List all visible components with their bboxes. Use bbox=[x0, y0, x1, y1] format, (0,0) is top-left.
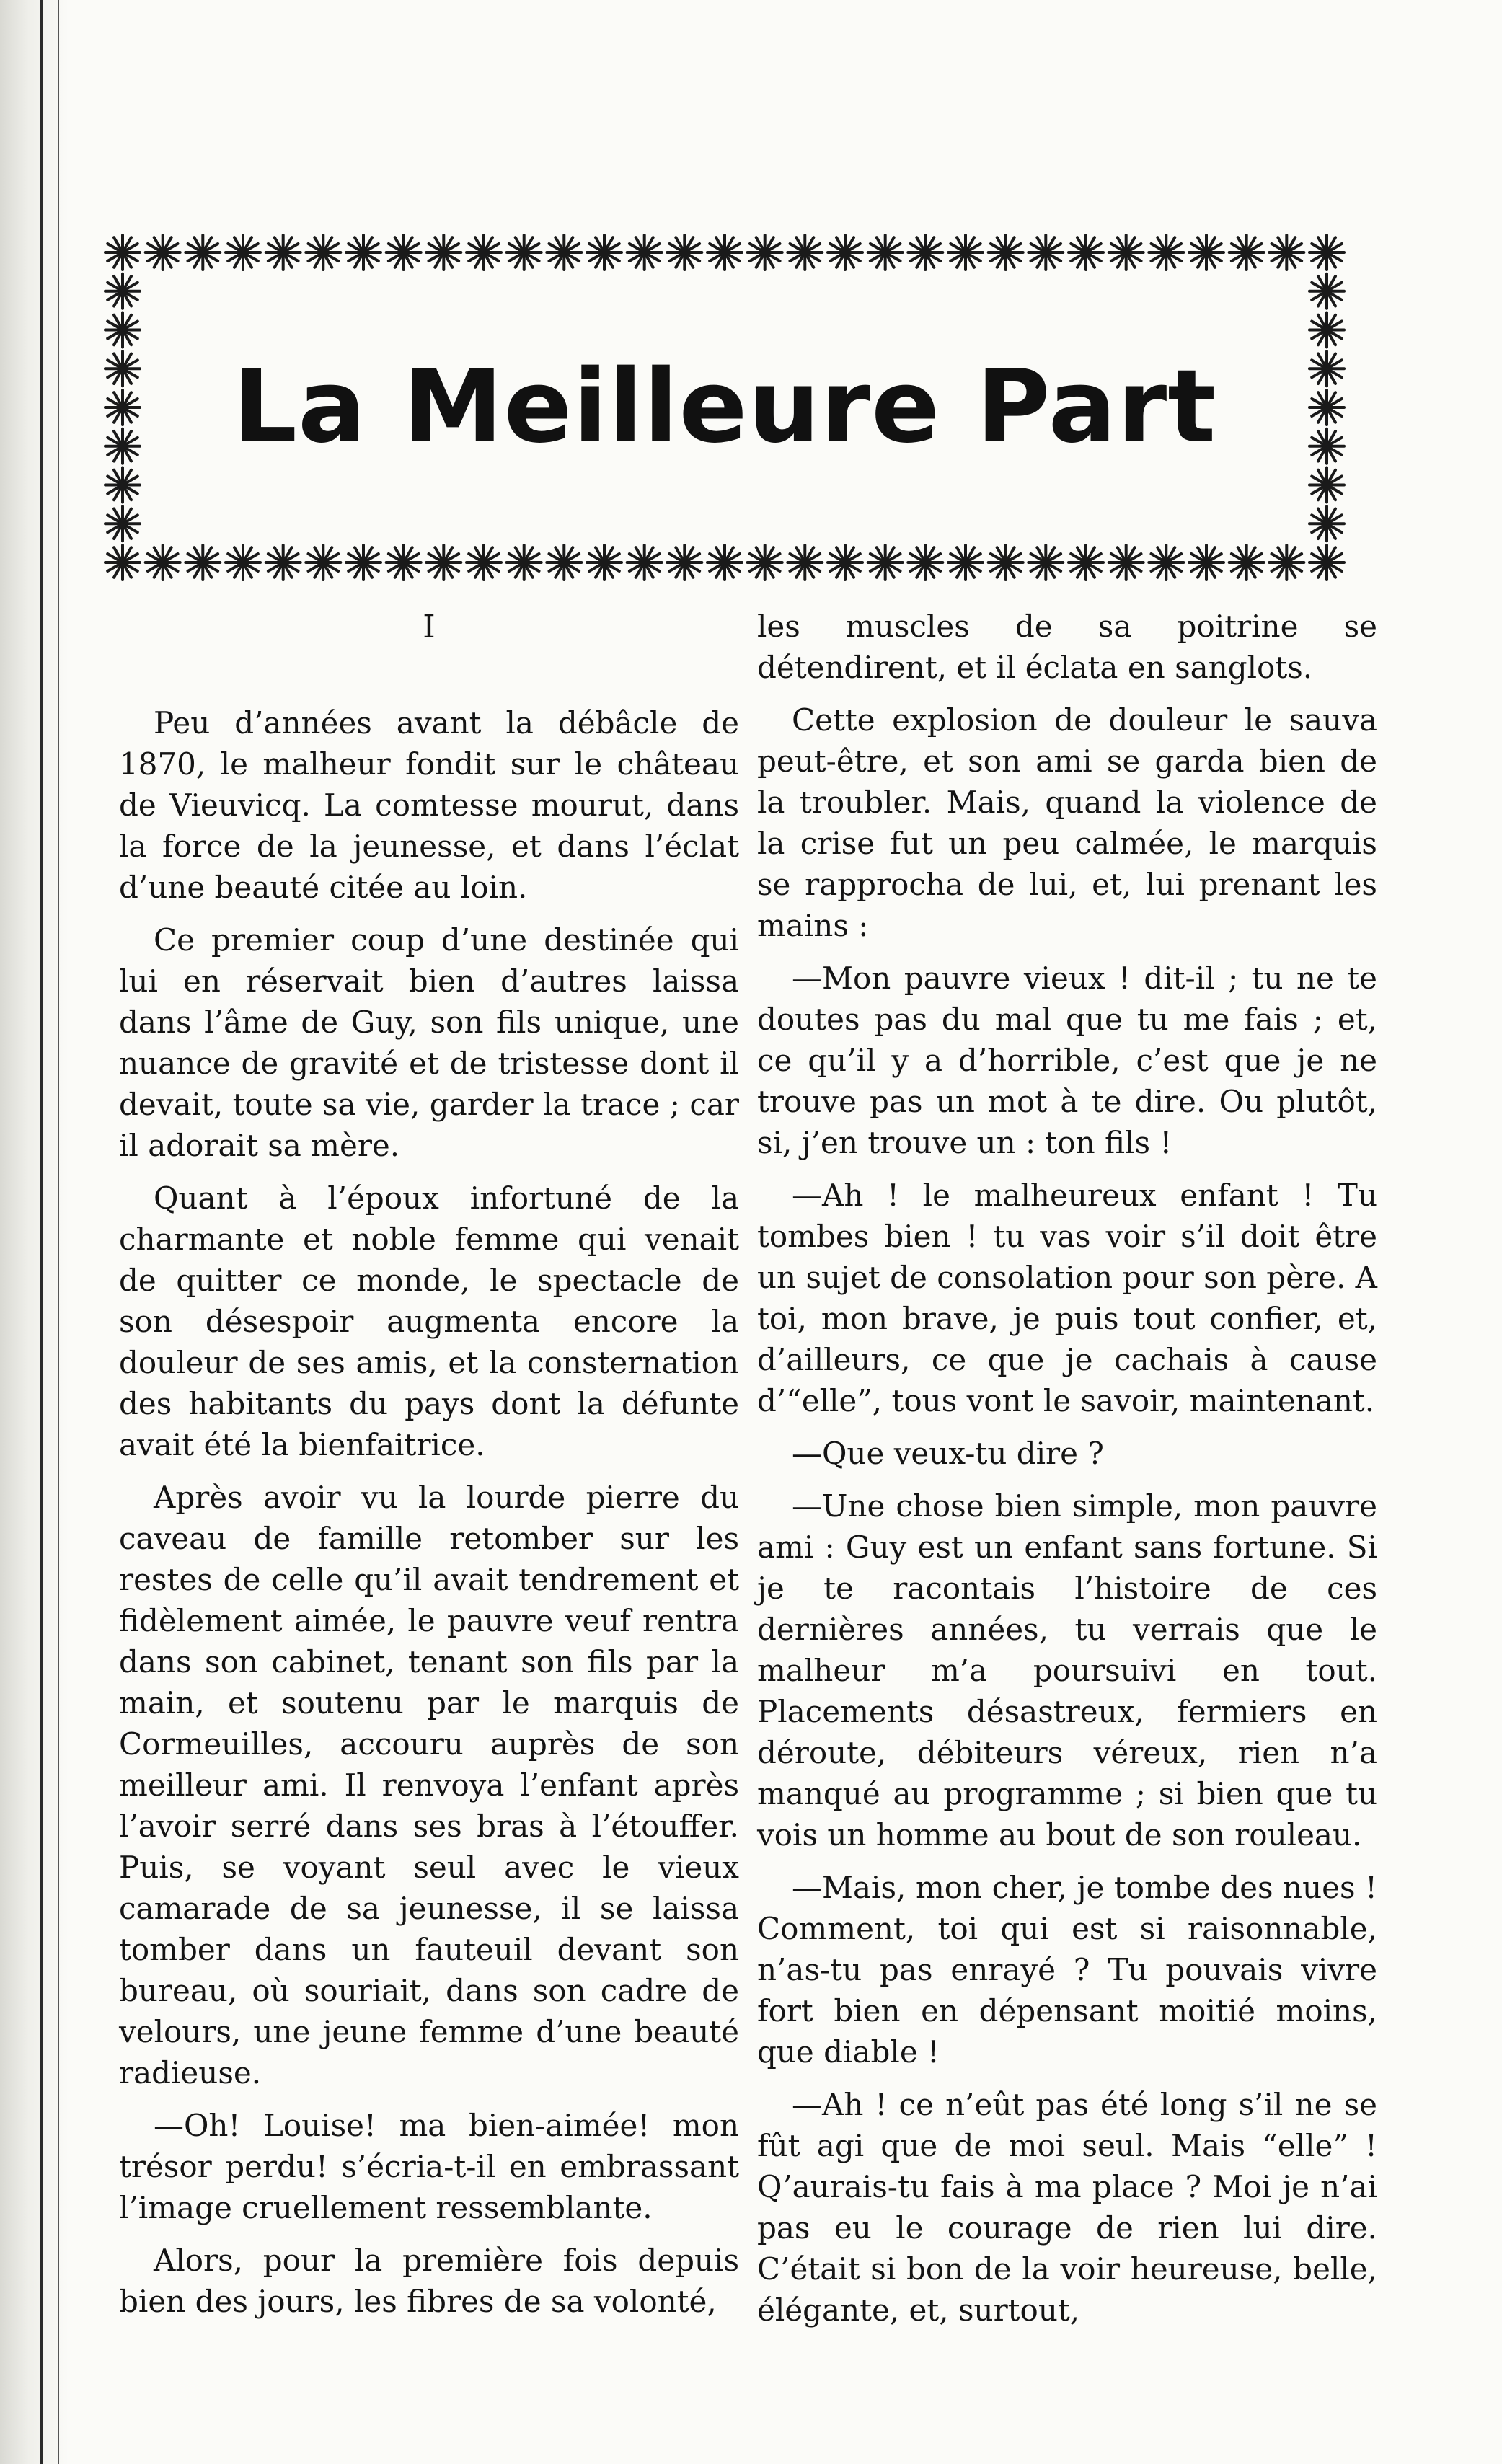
flower-ornament-icon bbox=[1309, 313, 1344, 348]
paragraph: Ce premier coup d’une destinée qui lui en réservait bien d’autres laissa dans l’âme de Guy, son fils unique, une nuance de gravité et de tristesse dont il devait, toute sa vie, garder la trace ; car il adorait sa mère. bbox=[119, 922, 739, 1163]
flower-ornament-icon bbox=[989, 545, 1023, 580]
flower-ornament-icon bbox=[346, 235, 381, 270]
flower-ornament-icon bbox=[105, 506, 140, 541]
binding-line bbox=[40, 0, 43, 2464]
flower-ornament-icon bbox=[507, 235, 542, 270]
flower-ornament-icon bbox=[828, 235, 862, 270]
binding-line-inner bbox=[58, 0, 59, 2464]
flower-ornament-icon bbox=[948, 545, 983, 580]
paragraph: Peu d’années avant la débâcle de 1870, le malheur fondit sur le château de Vieuvicq. La comtesse mourut, dans la force de la jeunesse, et dans l’éclat d’une beauté citée au loin. bbox=[119, 705, 739, 905]
flower-ornament-icon bbox=[667, 545, 702, 580]
flower-ornament-icon bbox=[1309, 235, 1344, 270]
flower-ornament-icon bbox=[185, 545, 220, 580]
flower-ornament-icon bbox=[185, 235, 220, 270]
flower-ornament-icon bbox=[266, 235, 301, 270]
flower-ornament-icon bbox=[748, 545, 782, 580]
flower-ornament-icon bbox=[587, 545, 622, 580]
flower-ornament-icon bbox=[787, 545, 822, 580]
flower-ornament-icon bbox=[1269, 235, 1304, 270]
flower-ornament-icon bbox=[105, 235, 140, 270]
flower-ornament-icon bbox=[386, 235, 421, 270]
flower-ornament-icon bbox=[828, 545, 862, 580]
flower-ornament-icon bbox=[1149, 545, 1183, 580]
flower-ornament-icon bbox=[146, 235, 180, 270]
flower-ornament-icon bbox=[226, 545, 260, 580]
flower-ornament-icon bbox=[707, 235, 742, 270]
flower-ornament-icon bbox=[146, 545, 180, 580]
flower-ornament-icon bbox=[1309, 274, 1344, 309]
flower-ornament-icon bbox=[748, 235, 782, 270]
flower-ornament-icon bbox=[1149, 235, 1183, 270]
left-column bbox=[119, 606, 739, 2333]
flower-ornament-icon bbox=[868, 545, 903, 580]
flower-ornament-icon bbox=[105, 313, 140, 348]
flower-ornament-icon bbox=[306, 545, 340, 580]
flower-ornament-icon bbox=[1309, 390, 1344, 425]
flower-ornament-icon bbox=[105, 351, 140, 386]
paragraph-continuation: les muscles de sa poitrine se détendirent, et il éclata en sanglots. bbox=[757, 609, 1377, 685]
flower-ornament-icon bbox=[426, 235, 461, 270]
paragraph: —Une chose bien simple, mon pauvre ami : Guy est un enfant sans fortune. Si je te racontais l’histoire de ces dernières années, tu verrais que le malheur m’a poursuivi en tout. Placements désastreux, fermiers en déroute, débiteurs véreux, rien n’a manqué au programme ; si bien que tu vois un homme au bout de son rouleau. bbox=[757, 1488, 1377, 1853]
flower-ornament-icon bbox=[1229, 235, 1264, 270]
flower-ornament-icon bbox=[266, 545, 301, 580]
flower-ornament-icon bbox=[1229, 545, 1264, 580]
flower-ornament-icon bbox=[627, 235, 662, 270]
flower-ornament-icon bbox=[1309, 351, 1344, 386]
paragraph: Alors, pour la première fois depuis bien des jours, les fibres de sa volonté, bbox=[119, 2243, 739, 2319]
flower-ornament-icon bbox=[908, 235, 942, 270]
right-column bbox=[757, 606, 1377, 2342]
paragraph: —Ah ! ce n’eût pas été long s’il ne se fût agi que de moi seul. Mais “elle” ! Q’aurais-tu fais à ma place ? Moi je n’ai pas eu le courage de rien lui dire. C’était si bon de la voir heureuse, belle, élégante, et, surtout, bbox=[757, 2087, 1377, 2328]
paragraph: —Mon pauvre vieux ! dit-il ; tu ne te doutes pas du mal que tu me fais ; et, ce qu’il y a d’horrible, c’est que je ne trouve pas un mot à te dire. Ou plutôt, si, j’en trouve un : ton fils ! bbox=[757, 961, 1377, 1160]
flower-ornament-icon bbox=[346, 545, 381, 580]
flower-ornament-icon bbox=[105, 468, 140, 503]
paragraph: Après avoir vu la lourde pierre du caveau de famille retomber sur les restes de celle qu’il avait tendrement et fidèlement aimée, le pauvre veuf rentra dans son cabinet, tenant son fils par la main, et soutenu par le marquis de Cormeuilles, accouru auprès de son meilleur ami. Il renvoya l’enfant après l’avoir serré dans ses bras à l’étouffer. Puis, se voyant seul avec le vieux camarade de sa jeunesse, il se laissa tomber dans un fauteuil devant son bureau, où souriait, dans son cadre de velours, une jeune femme d’une beauté radieuse. bbox=[119, 1480, 739, 2090]
flower-ornament-icon bbox=[426, 545, 461, 580]
flower-ornament-icon bbox=[1309, 506, 1344, 541]
flower-ornament-icon bbox=[105, 274, 140, 309]
section-number: I bbox=[423, 609, 436, 645]
flower-ornament-icon bbox=[1028, 235, 1063, 270]
paragraph: —Mais, mon cher, je tombe des nues ! Comment, toi qui est si raisonnable, n’as-tu pas enrayé ? Tu pouvais vivre fort bien en dépensant moitié moins, que diable ! bbox=[757, 1870, 1377, 2070]
paragraph: Cette explosion de douleur le sauva peut-être, et son ami se garda bien de la troubler. Mais, quand la violence de la crise fut un peu calmée, le marquis se rapprocha de lui, et, lui prenant les mains : bbox=[757, 702, 1377, 943]
flower-ornament-icon bbox=[948, 235, 983, 270]
flower-ornament-icon bbox=[386, 545, 421, 580]
flower-ornament-icon bbox=[1309, 468, 1344, 503]
flower-ornament-icon bbox=[547, 545, 581, 580]
paragraph: —Ah ! le malheureux enfant ! Tu tombes bien ! tu vas voir s’il doit être un sujet de consolation pour son père. A toi, mon brave, je puis tout confier, et, d’ailleurs, ce que je cachais à cause d’“elle”, tous vont le savoir, maintenant. bbox=[757, 1178, 1378, 1418]
flower-ornament-icon bbox=[989, 235, 1023, 270]
flower-ornament-icon bbox=[105, 545, 140, 580]
flower-ornament-icon bbox=[1069, 545, 1103, 580]
flower-ornament-icon bbox=[787, 235, 822, 270]
flower-ornament-icon bbox=[1109, 545, 1144, 580]
flower-ornament-icon bbox=[306, 235, 340, 270]
flower-ornament-icon bbox=[226, 235, 260, 270]
flower-ornament-icon bbox=[507, 545, 542, 580]
flower-ornament-icon bbox=[707, 545, 742, 580]
flower-ornament-icon bbox=[1309, 429, 1344, 464]
flower-ornament-icon bbox=[1309, 545, 1344, 580]
flower-ornament-icon bbox=[1269, 545, 1304, 580]
flower-ornament-icon bbox=[467, 545, 501, 580]
paragraph: —Oh! Louise! ma bien-aimée! mon trésor perdu! s’écria-t-il en embrassant l’image cruellement ressemblante. bbox=[119, 2108, 739, 2225]
flower-ornament-icon bbox=[868, 235, 903, 270]
flower-ornament-icon bbox=[1189, 235, 1224, 270]
flower-ornament-icon bbox=[667, 235, 702, 270]
page-title: La Meilleure Part bbox=[232, 348, 1217, 466]
flower-ornament-icon bbox=[1109, 235, 1144, 270]
flower-ornament-icon bbox=[105, 390, 140, 425]
flower-ornament-icon bbox=[1189, 545, 1224, 580]
flower-ornament-icon bbox=[908, 545, 942, 580]
flower-ornament-icon bbox=[627, 545, 662, 580]
flower-ornament-icon bbox=[467, 235, 501, 270]
flower-ornament-icon bbox=[547, 235, 581, 270]
flower-ornament-icon bbox=[1069, 235, 1103, 270]
paragraph: Quant à l’époux infortuné de la charmante et noble femme qui venait de quitter ce monde, le spectacle de son désespoir augmenta encore la douleur de ses amis, et la consternation des habitants du pays dont la défunte avait été la bienfaitrice. bbox=[119, 1180, 739, 1462]
title-frame bbox=[94, 224, 1356, 591]
flower-ornament-icon bbox=[1028, 545, 1063, 580]
flower-ornament-icon bbox=[105, 429, 140, 464]
paragraph: —Que veux-tu dire ? bbox=[792, 1436, 1104, 1471]
flower-ornament-icon bbox=[587, 235, 622, 270]
